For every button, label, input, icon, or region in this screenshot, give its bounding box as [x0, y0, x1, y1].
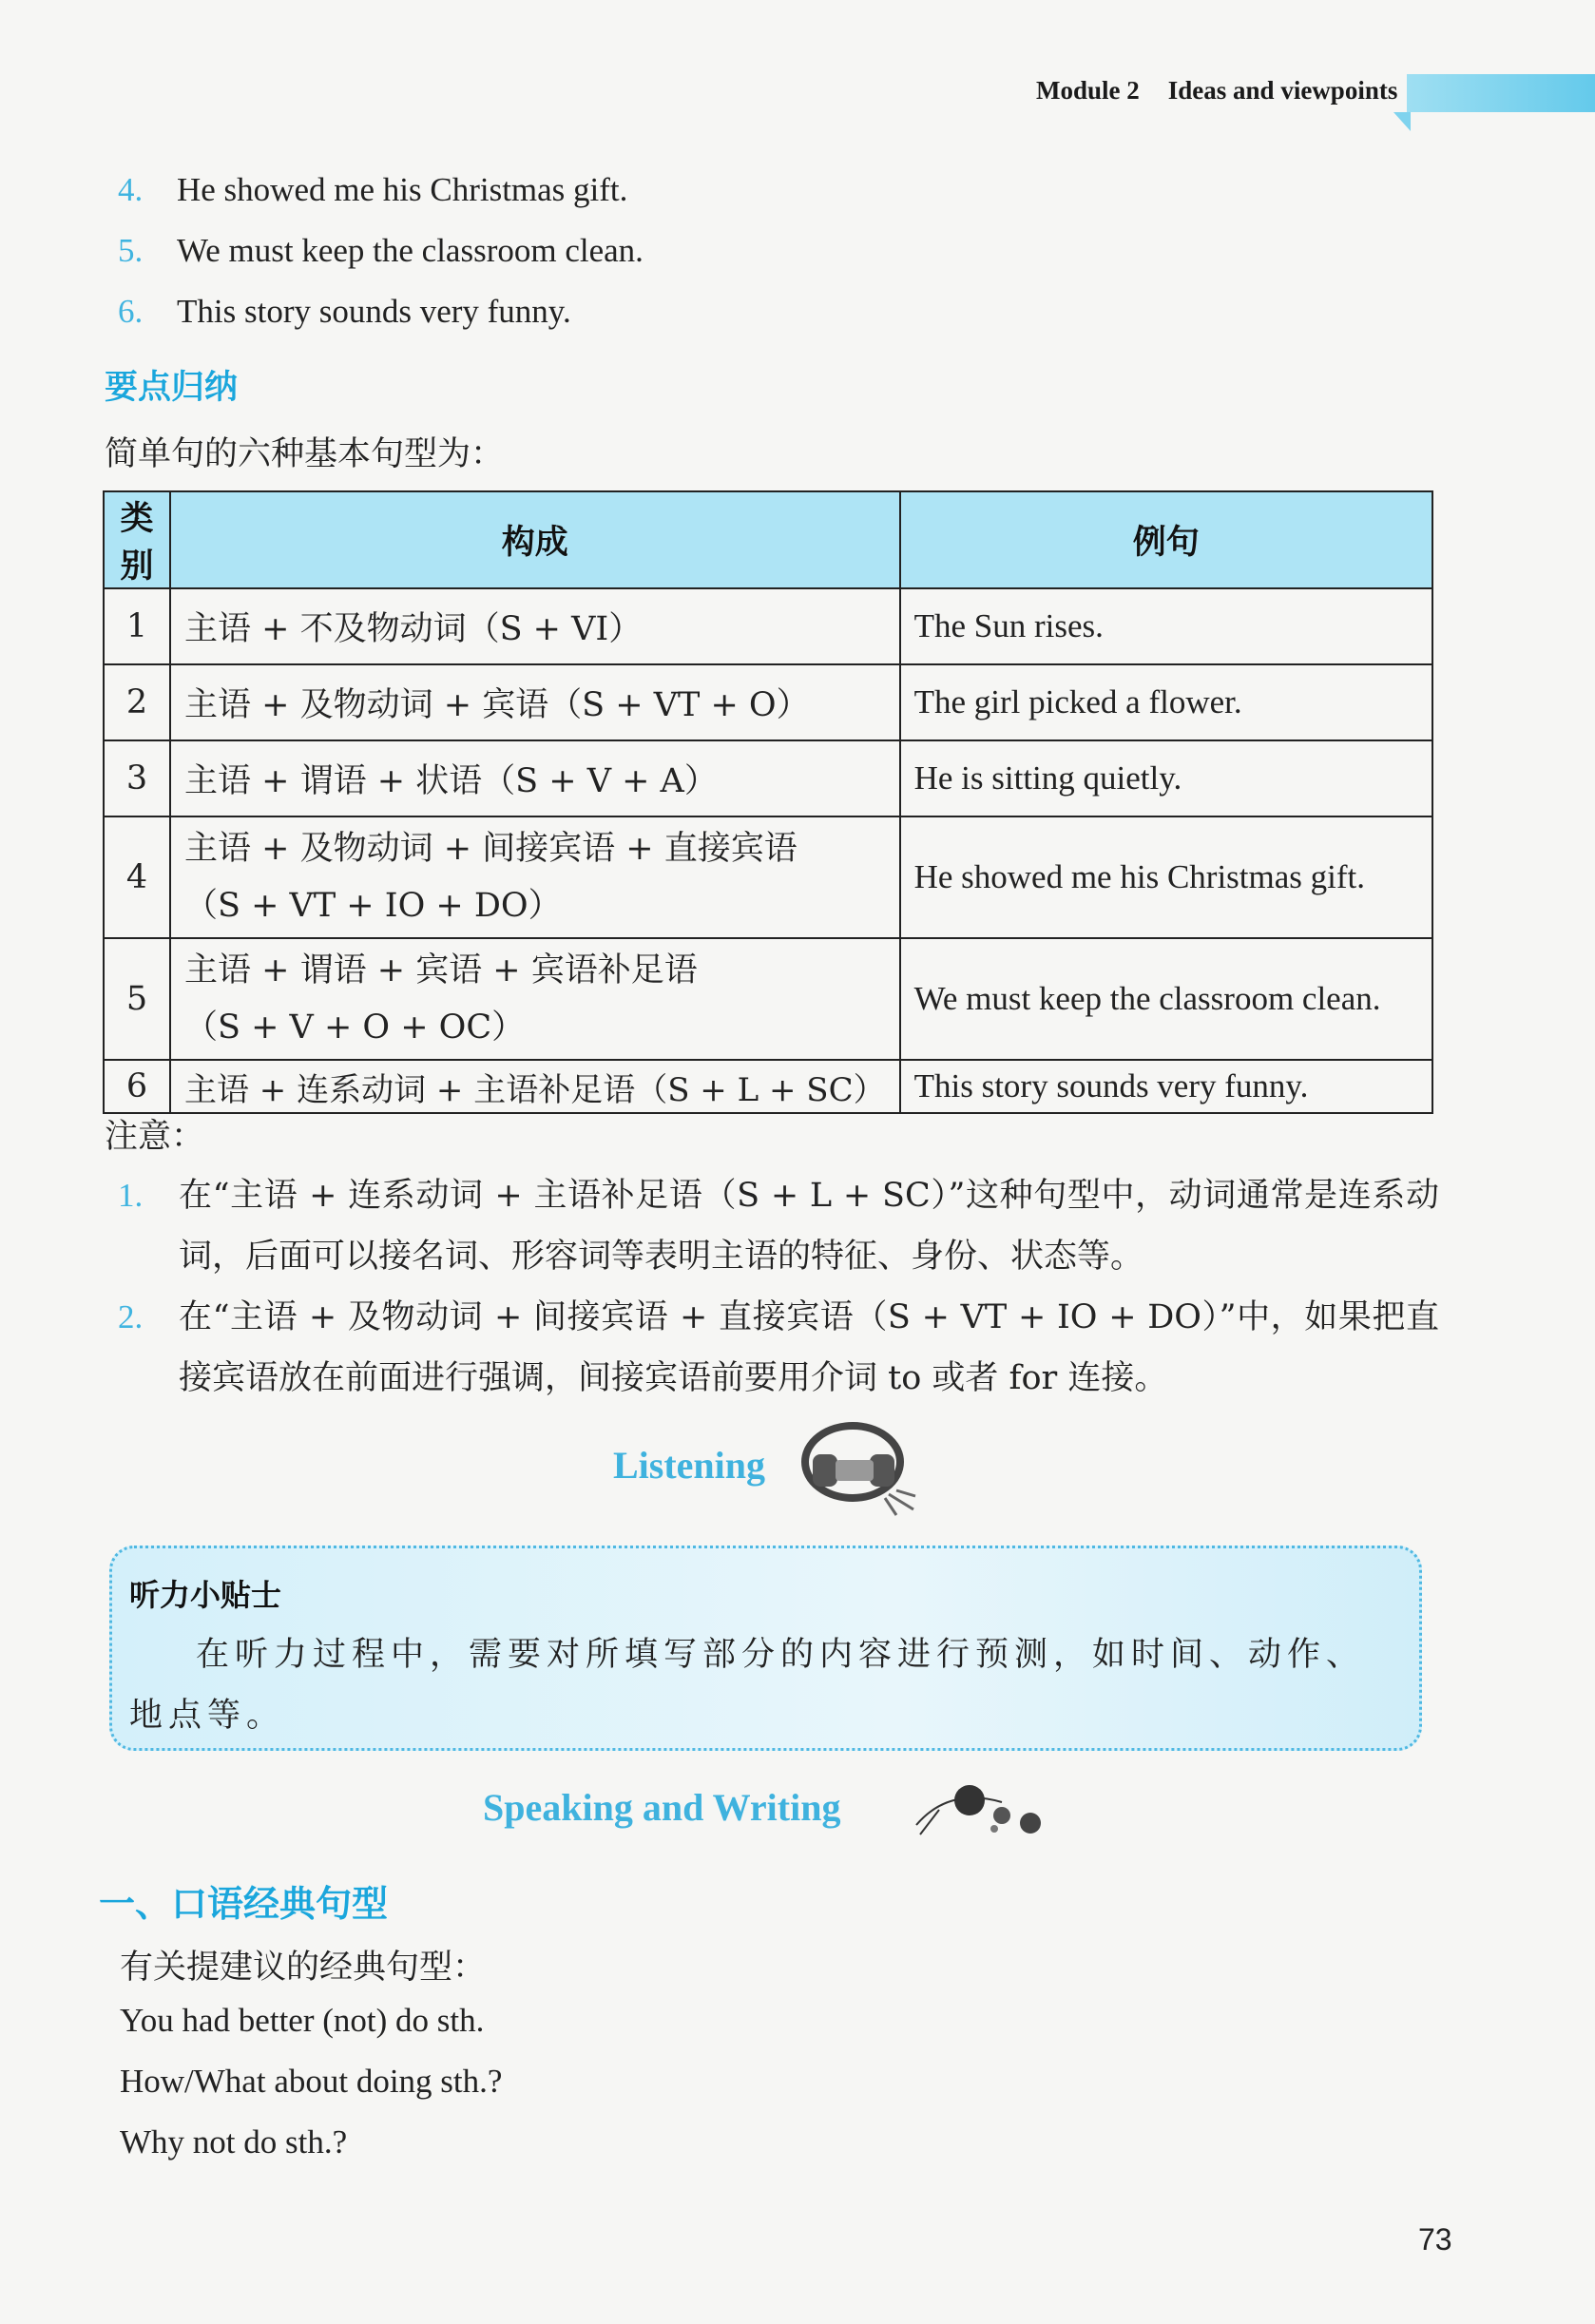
tip-title: 听力小贴士 — [129, 1577, 282, 1613]
column-header: 类别 — [104, 491, 170, 588]
summary-title: 要点归纳 — [105, 369, 239, 407]
oral-sentence: How/What about doing sth.? — [120, 2063, 503, 2100]
oral-sentence: Why not do sth.? — [120, 2123, 348, 2161]
column-header: 构成 — [170, 491, 900, 588]
note-item: 1. 在“主语 + 连系动词 + 主语补足语（S + L + SC）”这种句型中，动词通常是连系动词，后面可以接名词、形容词等表明主语的特征、身份、状态等。 — [118, 1177, 1439, 1276]
sentence-pattern-table — [103, 490, 1433, 1114]
table-row: 4 主语 + 及物动词 + 间接宾语 + 直接宾语 （S + VT + IO + DO） He showed me his Christmas gift. — [104, 816, 1432, 938]
listening-tip-box — [109, 1546, 1422, 1751]
table-row: 3 主语 + 谓语 + 状语（S + V + A） He is sitting quietly. — [104, 740, 1432, 816]
planet-ornament-icon — [911, 1768, 1044, 1844]
page-number: 73 — [1418, 2222, 1452, 2257]
speaking-writing-title: Speaking and Writing — [483, 1786, 841, 1829]
note-label: 注意： — [105, 1118, 205, 1156]
note-item: 2. 在“主语 + 及物动词 + 间接宾语 + 直接宾语（S + VT + IO + DO）”中，如果把直接宾语放在前面进行强调，间接宾语前要用介词 to 或者 for 连接。 — [118, 1298, 1439, 1397]
oral-sentence: You had better (not) do sth. — [120, 2002, 485, 2039]
table-intro: 简单句的六种基本句型为： — [105, 435, 505, 473]
table-row: 1 主语 + 不及物动词（S + VI） The Sun rises. — [104, 588, 1432, 664]
table-row: 2 主语 + 及物动词 + 宾语（S + VT + O） The girl picked a flower. — [104, 664, 1432, 740]
listening-title: Listening — [613, 1444, 766, 1487]
example-sentence: 5. We must keep the classroom clean. — [118, 232, 644, 269]
tip-body: 在听力过程中，需要对所填写部分的内容进行预测，如时间、动作、地点等。 — [129, 1636, 1366, 1735]
table-row: 6 主语 + 连系动词 + 主语补足语（S + L + SC） This story sounds very funny. — [104, 1060, 1432, 1113]
column-header: 例句 — [900, 491, 1432, 588]
table-row: 5 主语 + 谓语 + 宾语 + 宾语补足语 （S + V + O + OC） We must keep the classroom clean. — [104, 938, 1432, 1060]
header-band — [1407, 74, 1595, 112]
oral-intro: 有关提建议的经典句型： — [120, 1949, 487, 1987]
example-sentence: 4. He showed me his Christmas gift. — [118, 171, 628, 208]
module-label: Module 2 — [1036, 76, 1140, 105]
example-sentence: 6. This story sounds very funny. — [118, 293, 571, 330]
page-header — [1008, 68, 1564, 118]
module-title: Ideas and viewpoints — [1167, 76, 1398, 105]
table-header-row — [104, 491, 1432, 588]
headphones-icon — [794, 1403, 917, 1517]
oral-section-title: 一、口语经典句型 — [99, 1882, 389, 1925]
